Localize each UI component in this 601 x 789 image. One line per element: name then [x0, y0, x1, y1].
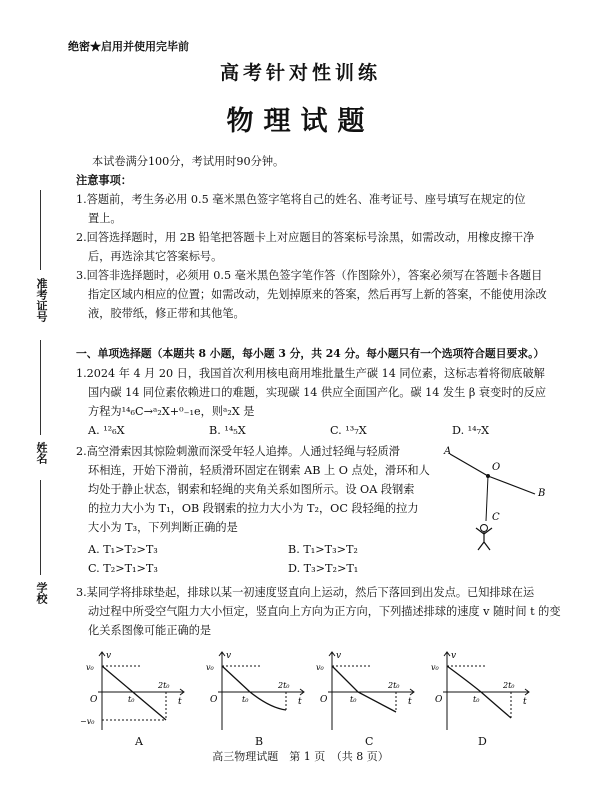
- origin-label: O: [90, 695, 98, 705]
- question-2: [76, 442, 456, 537]
- question-line: 方程为¹⁴₆C→ᵃ₂X+⁰₋₁e，则ᵃ₂X 是: [88, 405, 255, 418]
- tick-t0: t₀: [350, 695, 357, 704]
- q1-option-b: B. ¹⁴₅X: [209, 424, 246, 437]
- cable-oa: [450, 454, 488, 476]
- section-title: 一、单项选择题（本题共 8 小题，每小题 3 分，共 24 分。每小题只有一个选项符合题目要求。）: [76, 347, 545, 360]
- question-line: 环相连，开始下滑前，轻质滑环固定在钢索 AB 上 O 点处，滑环和人: [88, 464, 430, 477]
- tick-2t0: 2t₀: [503, 681, 515, 690]
- side-label-exam-id: 准考证号: [35, 278, 48, 322]
- note-line: 液，胶带纸，修正带和其他笔。: [88, 307, 245, 320]
- question-line: 动过程中所受空气阻力大小恒定，竖直向上方向为正方向，下列描述排球的速度 v 随时间 t 的变: [88, 605, 561, 618]
- graph-b: [200, 648, 310, 733]
- note-line: 2.回答选择题时，用 2B 铅笔把答题卡上对应题目的答案标号涂黑，如需改动，用橡皮擦干净: [76, 231, 535, 244]
- graph-c-label: C: [365, 735, 374, 748]
- axis-label-v: v: [226, 651, 232, 661]
- question-line: 国内碳 14 同位素依赖进口的难题，实现碳 14 供应全面国产化。碳 14 发生 β 衰变时的反应: [88, 386, 547, 399]
- q2-option-a: A. T₁>T₂>T₃: [88, 543, 158, 556]
- exam-title: 高考针对性训练: [219, 62, 381, 84]
- q1-option-a: A. ¹²₆X: [88, 424, 125, 437]
- question-line: 1.2024 年 4 月 20 日，我国首次利用核电商用堆批量生产碳 14 同位素，这标志着将彻底破解: [76, 367, 545, 380]
- question-3: [76, 583, 576, 640]
- tick-v0: v₀: [86, 663, 94, 672]
- tick-t0: t₀: [242, 695, 249, 704]
- side-line: [40, 190, 41, 270]
- origin-label: O: [210, 695, 218, 705]
- graph-d-label: D: [478, 735, 487, 748]
- zipline-figure: [440, 446, 570, 556]
- fig-label-c: C: [492, 512, 500, 523]
- fig-label-b: B: [538, 488, 546, 499]
- axis-label-t: t: [523, 697, 527, 707]
- notes-title: 注意事项：: [76, 173, 132, 187]
- graph-a-label: A: [135, 735, 143, 748]
- question-line: 大小为 T₃，下列判断正确的是: [88, 521, 238, 534]
- note-line: 3.回答非选择题时，必须用 0.5 毫米黑色签字笔作答（作图除外），答案必须写在答题卡各题目: [76, 269, 543, 282]
- fig-label-a: A: [444, 446, 452, 457]
- q1-option-d: D. ¹⁴₇X: [452, 424, 490, 437]
- q2-option-c: C. T₂>T₁>T₃: [88, 562, 158, 575]
- question-line: 均处于静止状态，钢索和轻绳的夹角关系如图所示。设 OA 段钢索: [88, 483, 415, 496]
- question-line: 化关系图像可能正确的是: [88, 624, 212, 637]
- note-line: 后，再选涂其它答案标号。: [88, 250, 223, 263]
- v-t-line: [102, 666, 166, 720]
- side-line: [40, 480, 41, 575]
- origin-label: O: [320, 695, 328, 705]
- tick-t0: t₀: [473, 695, 480, 704]
- graph-c: [310, 648, 420, 733]
- graph-a: [80, 648, 190, 733]
- q2-option-b: B. T₁>T₃>T₂: [288, 543, 358, 556]
- axis-label-t: t: [298, 697, 302, 707]
- note-line: 指定区域内相应的位置；如需改动，先划掉原来的答案，然后再写上新的答案，不能使用涂改: [88, 288, 547, 301]
- person-head: [481, 525, 488, 532]
- page-footer: 高三物理试题 第 1 页 （共 8 页）: [212, 750, 389, 763]
- ring: [486, 474, 490, 478]
- question-1: [76, 364, 576, 421]
- tick-neg-v0: −v₀: [80, 717, 95, 726]
- question-line: 的拉力大小为 T₁，OB 段钢索的拉力大小为 T₂，OC 段轻绳的拉力: [88, 502, 419, 515]
- exam-intro: 本试卷满分100分，考试用时90分钟。: [92, 155, 285, 168]
- axis-label-t: t: [408, 697, 412, 707]
- confidential-label: 绝密★启用并使用完毕前: [68, 40, 189, 53]
- tick-2t0: 2t₀: [388, 681, 400, 690]
- q1-option-c: C. ¹³₇X: [330, 424, 367, 437]
- axis-label-v: v: [451, 651, 457, 661]
- axis-label-t: t: [178, 697, 182, 707]
- side-line: [40, 340, 41, 435]
- tick-2t0: 2t₀: [158, 681, 170, 690]
- tick-2t0: 2t₀: [278, 681, 290, 690]
- v-t-line: [332, 666, 396, 712]
- side-label-name: 姓名: [35, 442, 48, 464]
- tick-v0: v₀: [316, 663, 324, 672]
- graph-d: [425, 648, 535, 733]
- cable-ob: [488, 476, 535, 494]
- graph-b-label: B: [255, 735, 264, 748]
- subject-title: 物理试题: [226, 106, 375, 137]
- q2-option-d: D. T₃>T₂>T₁: [288, 562, 359, 575]
- side-label-school: 学校: [35, 582, 48, 604]
- note-line: 1.答题前，考生务必用 0.5 毫米黑色签字笔将自己的姓名、准考证号、座号填写在规定的位: [76, 193, 526, 206]
- question-line: 2.高空滑索因其惊险刺激而深受年轻人追捧。人通过轻绳与轻质滑: [76, 445, 400, 458]
- question-line: 3.某同学将排球垫起，排球以某一初速度竖直向上运动，然后下落回到出发点。已知排球在运: [76, 586, 535, 599]
- axis-label-v: v: [106, 651, 112, 661]
- tick-v0: v₀: [431, 663, 439, 672]
- fig-label-o: O: [492, 462, 501, 473]
- notes: [76, 190, 576, 323]
- tick-t0: t₀: [128, 695, 135, 704]
- axis-label-v: v: [336, 651, 342, 661]
- rope-oc: [486, 476, 488, 521]
- tick-v0: v₀: [206, 663, 214, 672]
- origin-label: O: [435, 695, 443, 705]
- v-t-line: [222, 666, 286, 710]
- note-line: 置上。: [88, 212, 122, 225]
